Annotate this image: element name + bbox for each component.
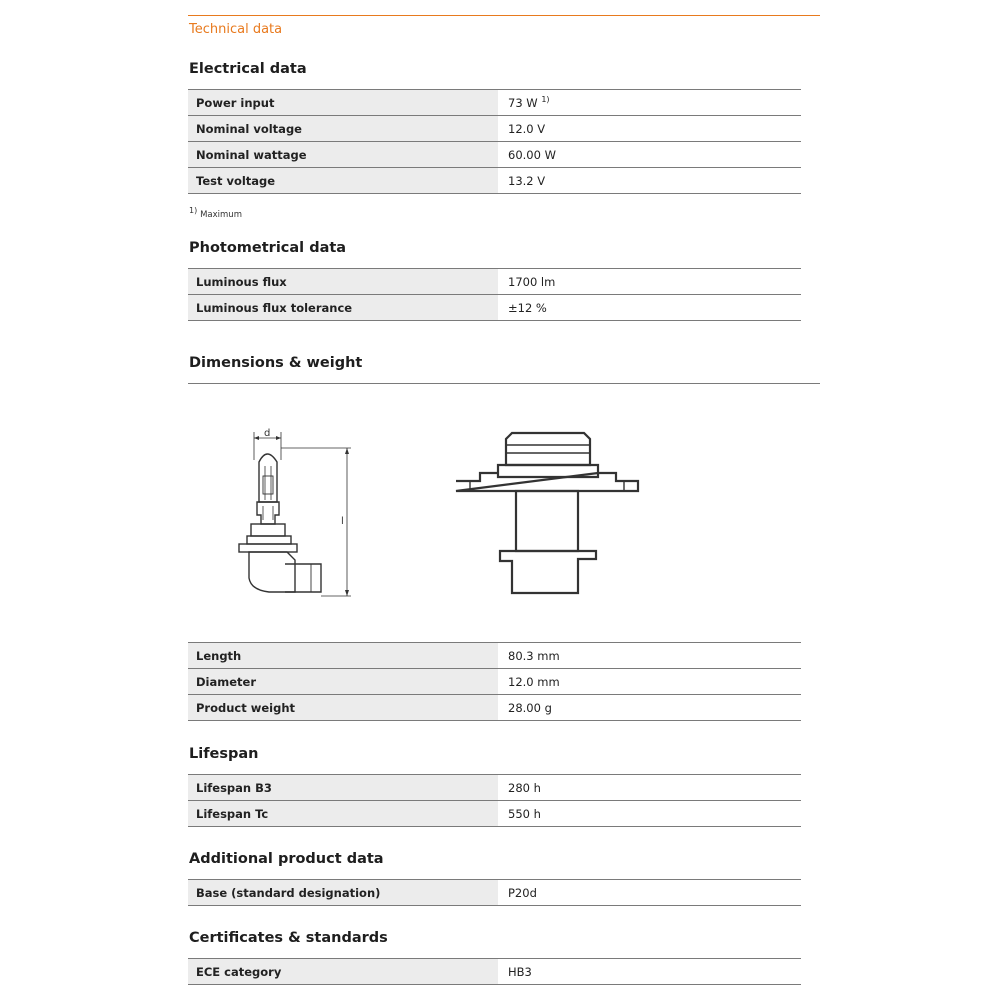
table-row	[188, 168, 801, 194]
footnote-mark: 1)	[189, 206, 198, 215]
row-value: HB3	[498, 959, 801, 985]
row-label: Test voltage	[188, 168, 498, 194]
page-heading: Technical data	[189, 22, 283, 37]
lifespan-table	[188, 774, 801, 827]
table-row	[188, 880, 801, 906]
table-row	[188, 116, 801, 142]
base-profile-drawing	[450, 425, 645, 600]
table-row	[188, 142, 801, 168]
row-label: Lifespan B3	[188, 775, 498, 801]
row-label: Nominal voltage	[188, 116, 498, 142]
electrical-section-title: Electrical data	[189, 61, 307, 77]
row-label: Product weight	[188, 695, 498, 721]
row-value: 60.00 W	[498, 142, 801, 168]
footnote-text: Maximum	[200, 210, 242, 220]
photometric-section-title: Photometrical data	[189, 240, 347, 256]
row-value: 550 h	[498, 801, 801, 827]
dimensions-table	[188, 642, 801, 721]
electrical-table	[188, 89, 801, 194]
photometric-table	[188, 268, 801, 321]
table-row	[188, 643, 801, 669]
bulb-dimension-drawing	[225, 420, 365, 610]
row-value: 12.0 V	[498, 116, 801, 142]
row-label: Diameter	[188, 669, 498, 695]
footnote-ref: 1)	[541, 95, 550, 105]
row-value: ±12 %	[498, 295, 801, 321]
additional-table	[188, 879, 801, 906]
dimensions-section-title: Dimensions & weight	[189, 355, 363, 371]
dimensions-divider	[188, 383, 820, 384]
row-value: 13.2 V	[498, 168, 801, 194]
row-value	[498, 90, 801, 116]
row-label: Length	[188, 643, 498, 669]
row-label: ECE category	[188, 959, 498, 985]
certificates-table	[188, 958, 801, 985]
lifespan-section-title: Lifespan	[189, 746, 259, 762]
row-value: P20d	[498, 880, 801, 906]
table-row	[188, 669, 801, 695]
row-value: 280 h	[498, 775, 801, 801]
certificates-section-title: Certificates & standards	[189, 930, 388, 946]
row-value: 12.0 mm	[498, 669, 801, 695]
table-row	[188, 269, 801, 295]
row-value: 1700 lm	[498, 269, 801, 295]
row-label: Nominal wattage	[188, 142, 498, 168]
row-label: Base (standard designation)	[188, 880, 498, 906]
row-label: Power input	[188, 90, 498, 116]
additional-section-title: Additional product data	[189, 851, 384, 867]
table-row	[188, 959, 801, 985]
table-row	[188, 295, 801, 321]
power-input-value: 73 W	[508, 95, 538, 110]
top-divider	[188, 15, 820, 16]
row-label: Luminous flux tolerance	[188, 295, 498, 321]
table-row	[188, 695, 801, 721]
table-row	[188, 775, 801, 801]
row-value: 28.00 g	[498, 695, 801, 721]
footnote	[189, 206, 242, 220]
row-label: Luminous flux	[188, 269, 498, 295]
length-label: l	[341, 516, 344, 527]
row-label: Lifespan Tc	[188, 801, 498, 827]
row-value: 80.3 mm	[498, 643, 801, 669]
diameter-label: d	[264, 428, 271, 439]
table-row	[188, 801, 801, 827]
table-row	[188, 90, 801, 116]
